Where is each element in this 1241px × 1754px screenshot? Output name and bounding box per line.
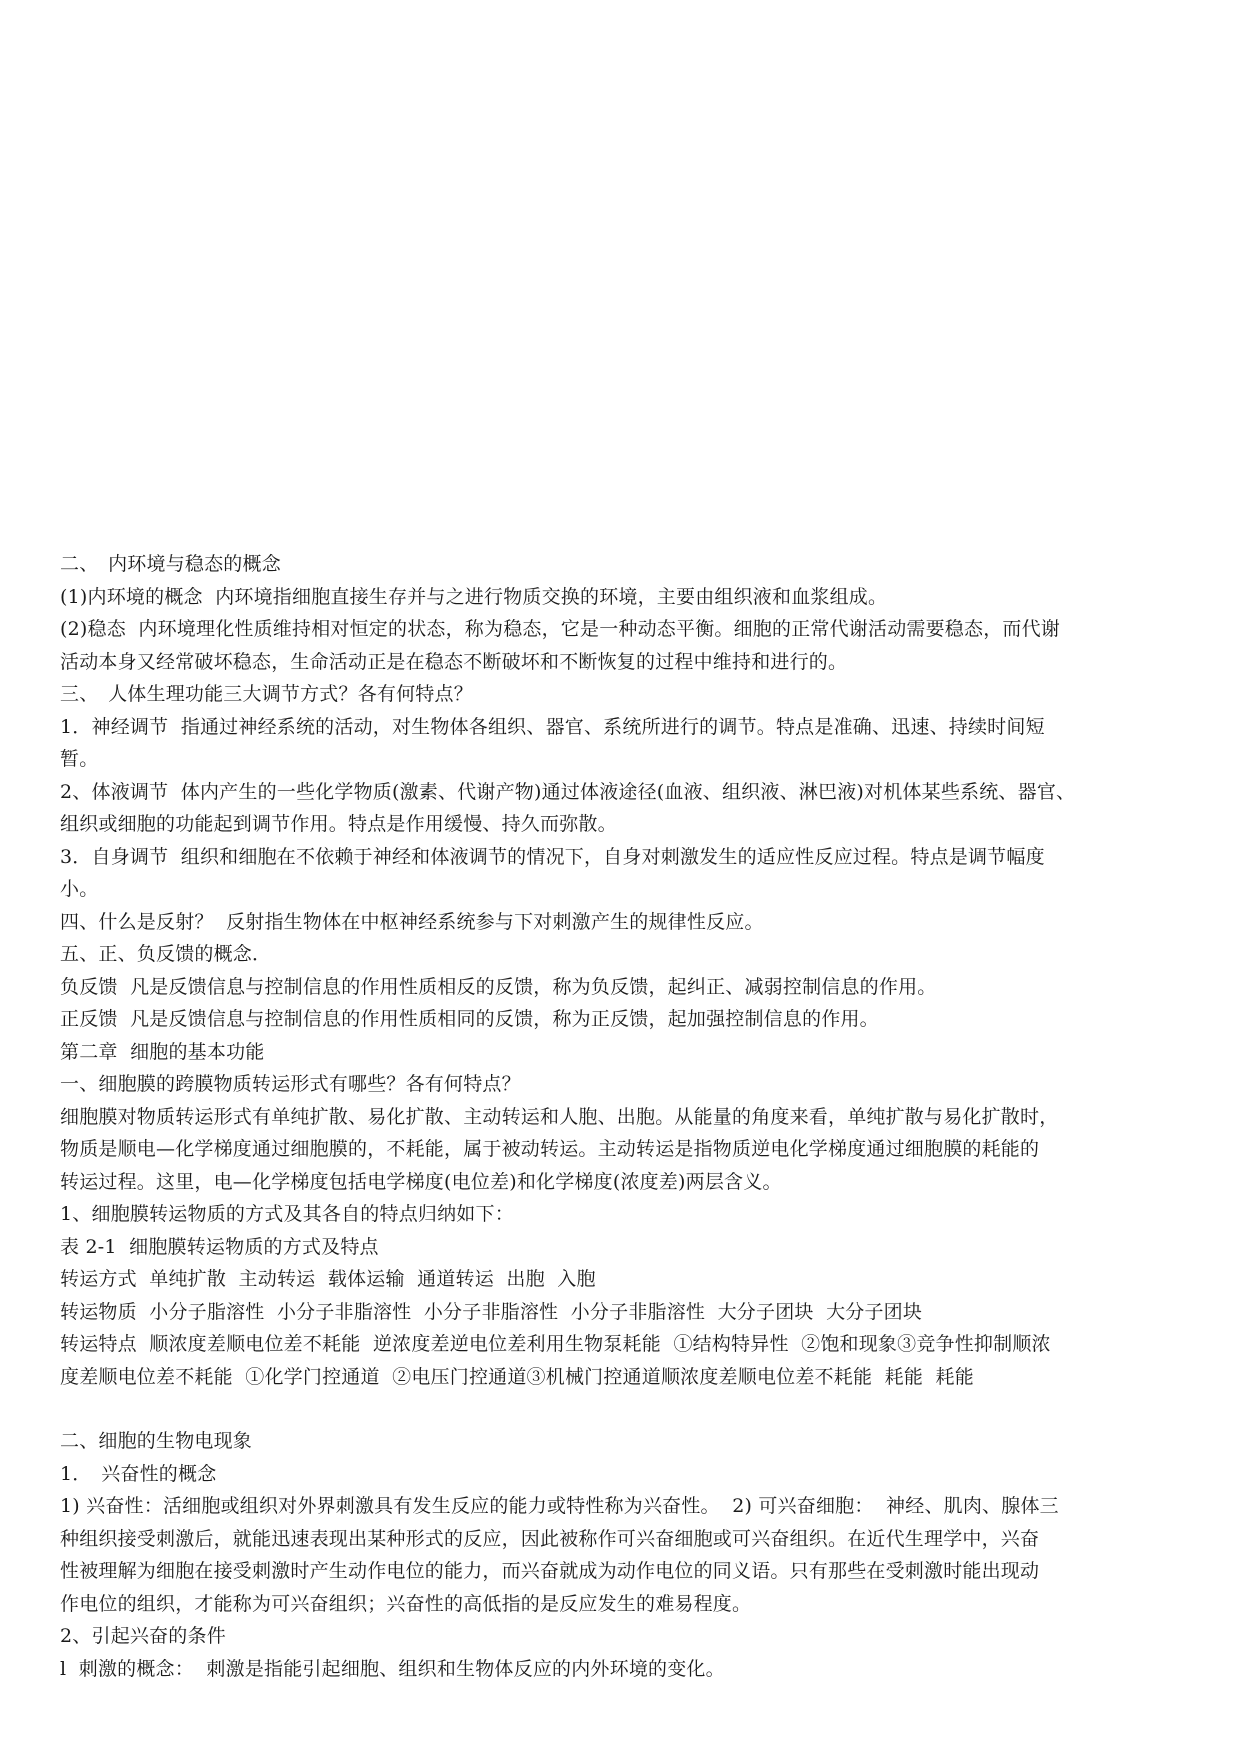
paragraph-line: 2、体液调节 体内产生的一些化学物质(激素、代谢产物)通过体液途径(血液、组织液、淋巴液)对机体某些系统、器官、 xyxy=(60,780,1076,803)
subsection-heading: 1． 兴奋性的概念 xyxy=(60,1462,217,1485)
paragraph-line: 性被理解为细胞在接受刺激时产生动作电位的能力，而兴奋就成为动作电位的同义语。只有那些在受刺激时能出现动 xyxy=(60,1560,1040,1582)
blank-line xyxy=(60,1393,1185,1425)
document-body xyxy=(60,548,1185,1685)
paragraph-line: 正反馈 凡是反馈信息与控制信息的作用性质相同的反馈，称为正反馈，起加强控制信息的作用。 xyxy=(60,1008,879,1030)
paragraph-line: 种组织接受刺激后，就能迅速表现出某种形式的反应，因此被称作可兴奋细胞或可兴奋组织。在近代生理学中，兴奋 xyxy=(60,1527,1040,1550)
paragraph-line: 活动本身又经常破坏稳态，生命活动正是在稳态不断破坏和不断恢复的过程中维持和进行的。 xyxy=(60,650,848,673)
table-row: 转运方式 单纯扩散 主动转运 载体运输 通道转运 出胞 入胞 xyxy=(60,1268,596,1290)
table-row: 度差顺电位差不耗能 ①化学门控通道 ②电压门控通道③机械门控通道顺浓度差顺电位差不耗能 耗能 耗能 xyxy=(60,1365,974,1388)
paragraph-line: 负反馈 凡是反馈信息与控制信息的作用性质相反的反馈，称为负反馈，起纠正、减弱控制信息的作用。 xyxy=(60,975,937,998)
paragraph-line: 3．自身调节 组织和细胞在不依赖于神经和体液调节的情况下，自身对刺激发生的适应性反应过程。特点是调节幅度 xyxy=(60,845,1045,868)
table-row: 转运特点 顺浓度差顺电位差不耗能 逆浓度差逆电位差利用生物泵耗能 ①结构特异性 ②饱和现象③竞争性抑制顺浓 xyxy=(60,1333,1051,1355)
paragraph-line: 小。 xyxy=(60,878,99,900)
paragraph-line: 细胞膜对物质转运形式有单纯扩散、易化扩散、主动转运和人胞、出胞。从能量的角度来看，单纯扩散与易化扩散时， xyxy=(60,1105,1059,1128)
section-heading: 五、正、负反馈的概念． xyxy=(60,943,272,965)
paragraph-line: 1) 兴奋性：活细胞或组织对外界刺激具有发生反应的能力或特性称为兴奋性。 2) 可兴奋细胞： 神经、肌肉、腺体三 xyxy=(60,1495,1059,1517)
paragraph-line: 组织或细胞的功能起到调节作用。特点是作用缓慢、持久而弥散。 xyxy=(60,813,617,835)
section-heading: 四、什么是反射？ 反射指生物体在中枢神经系统参与下对刺激产生的规律性反应。 xyxy=(60,910,764,933)
section-heading: 三、 人体生理功能三大调节方式？各有何特点？ xyxy=(60,683,473,705)
paragraph-line: 转运过程。这里，电—化学梯度包括电学梯度(电位差)和化学梯度(浓度差)两层含义。 xyxy=(60,1170,782,1193)
section-heading: 一、细胞膜的跨膜物质转运形式有哪些？各有何特点？ xyxy=(60,1073,521,1095)
subsection-heading: 2、引起兴奋的条件 xyxy=(60,1625,226,1647)
paragraph-line: (1)内环境的概念 内环境指细胞直接生存并与之进行物质交换的环境，主要由组织液和血浆组成。 xyxy=(60,585,888,608)
paragraph-line: (2)稳态 内环境理化性质维持相对恒定的状态，称为稳态，它是一种动态平衡。细胞的正常代谢活动需要稳态，而代谢 xyxy=(60,618,1060,640)
section-heading: 二、细胞的生物电现象 xyxy=(60,1430,253,1452)
section-heading: 二、 内环境与稳态的概念 xyxy=(60,553,281,575)
paragraph-line: 1．神经调节 指通过神经系统的活动，对生物体各组织、器官、系统所进行的调节。特点是准确、迅速、持续时间短 xyxy=(60,715,1045,738)
paragraph-line: 暂。 xyxy=(60,748,99,770)
paragraph-line: 物质是顺电—化学梯度通过细胞膜的，不耗能，属于被动转运。主动转运是指物质逆电化学梯度通过细胞膜的耗能的 xyxy=(60,1138,1040,1160)
paragraph-line: 作电位的组织，才能称为可兴奋组织；兴奋性的高低指的是反应发生的难易程度。 xyxy=(60,1592,752,1615)
paragraph-line: 1、细胞膜转运物质的方式及其各自的特点归纳如下： xyxy=(60,1203,514,1225)
table-caption: 表 2-1 细胞膜转运物质的方式及特点 xyxy=(60,1235,379,1258)
paragraph-line: l 刺激的概念： 刺激是指能引起细胞、组织和生物体反应的内外环境的变化。 xyxy=(60,1657,725,1680)
chapter-heading: 第二章 细胞的基本功能 xyxy=(60,1040,265,1063)
table-row: 转运物质 小分子脂溶性 小分子非脂溶性 小分子非脂溶性 小分子非脂溶性 大分子团块 大分子团块 xyxy=(60,1300,923,1323)
